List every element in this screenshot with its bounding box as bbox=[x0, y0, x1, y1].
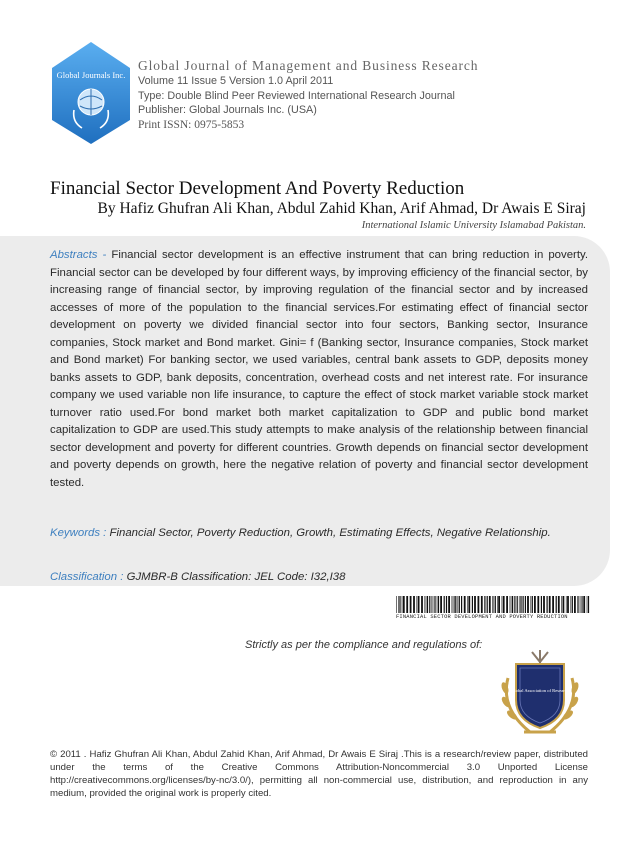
barcode-bar bbox=[459, 596, 460, 613]
classification bbox=[50, 571, 345, 583]
barcode-bar bbox=[577, 596, 578, 613]
barcode-bar bbox=[444, 596, 445, 613]
barcode-bar bbox=[588, 596, 589, 613]
authors: By Hafiz Ghufran Ali Khan, Abdul Zahid Khan, Arif Ahmad, Dr Awais E Siraj bbox=[97, 200, 586, 217]
barcode-bar bbox=[455, 596, 456, 613]
barcode-bar bbox=[492, 596, 493, 613]
barcode-bar bbox=[571, 596, 572, 613]
abstract-text: Financial sector development is an effective instrument that can bring reduction in poverty. Financial sector can be developed by four different ways, by improving efficiency of the financial sector, by increasing range of financial sector, by improving regulation of the financial sector and by increased accesses of more of the population to the financial services.For estimating effect of financial sector development on poverty we divided financial sector into four sectors, Banking sector, Insurance companies, Stock market and Bond market. Gini= f (Banking sector, Insurance companies, Stock market and Bond market) For banking sector, we used variables, central bank assets to GDP, deposits money banks assets to GDP, bank deposits, concentration, overhead costs and net interest rate. For insurance company we used variable non life insurance, to capture the effect of stock market variable stock market turnover ratio used.For bond market both market capitalization to GDP and public bond market capitalization to GDP are used.This study attempts to make analysis of the relationship between financial sector development and poverty for different countries. Growth depends on financial sector development and poverty depends on growth, here the negative relation of poverty and financial sector development tested. bbox=[50, 249, 588, 489]
barcode-bar bbox=[452, 596, 453, 613]
affiliation: International Islamic University Islamabad Pakistan. bbox=[361, 220, 586, 231]
journal-meta bbox=[138, 74, 455, 132]
abstract bbox=[50, 247, 588, 492]
barcode-bar bbox=[543, 596, 545, 613]
global-journals-logo bbox=[50, 40, 132, 146]
publisher: Publisher: Global Journals Inc. (USA) bbox=[138, 104, 317, 116]
barcode-bar bbox=[532, 596, 533, 613]
barcode-bar bbox=[574, 596, 576, 613]
barcode-bar bbox=[547, 596, 548, 613]
barcode-bar bbox=[427, 596, 428, 613]
volume-info: Volume 11 Issue 5 Version 1.0 April 2011 bbox=[138, 75, 334, 87]
barcode-bar bbox=[523, 596, 524, 613]
barcode-bar bbox=[464, 596, 466, 613]
barcode-bar bbox=[525, 596, 526, 613]
barcode-bar bbox=[567, 596, 569, 613]
seal-text: Global Association of Research bbox=[510, 688, 570, 693]
barcode-bar bbox=[399, 596, 400, 613]
barcode-bar bbox=[440, 596, 442, 613]
barcode-bar bbox=[531, 596, 532, 613]
barcode-bar bbox=[453, 596, 454, 613]
barcode-bar bbox=[506, 596, 508, 613]
keywords bbox=[50, 525, 588, 543]
barcode-bar bbox=[433, 596, 434, 613]
barcode-bar bbox=[549, 596, 551, 613]
barcode-text: FINANCIAL SECTOR DEVELOPMENT AND POVERTY REDUCTION bbox=[396, 614, 568, 620]
barcode-bar bbox=[512, 596, 513, 613]
barcode-bar bbox=[494, 596, 495, 613]
barcode-bar bbox=[461, 596, 462, 613]
barcode-bar bbox=[582, 596, 583, 613]
barcode-bar bbox=[519, 596, 520, 613]
issn: Print ISSN: 0975-5853 bbox=[138, 118, 245, 131]
barcode-bar bbox=[417, 596, 418, 613]
classification-label: Classification : bbox=[50, 571, 124, 583]
barcode-bar bbox=[541, 596, 542, 613]
barcode-bar bbox=[566, 596, 567, 613]
barcode-bar bbox=[503, 596, 505, 613]
barcode-bar bbox=[478, 596, 480, 613]
barcode-bar bbox=[396, 596, 397, 613]
barcode-bar bbox=[537, 596, 539, 613]
barcode-bar bbox=[527, 596, 529, 613]
barcode-bar bbox=[438, 596, 439, 613]
barcode-bar bbox=[558, 596, 560, 613]
barcode-bar bbox=[398, 596, 399, 613]
barcode-bar bbox=[561, 596, 562, 613]
barcode-bar bbox=[472, 596, 473, 613]
compliance-text: Strictly as per the compliance and regulations of: bbox=[245, 639, 483, 651]
barcode-bar bbox=[413, 596, 415, 613]
barcode-bar bbox=[484, 596, 485, 613]
barcode-bar bbox=[511, 596, 512, 613]
barcode-bar bbox=[581, 596, 582, 613]
barcode-bar bbox=[520, 596, 521, 613]
association-seal-icon bbox=[490, 648, 590, 740]
barcode-bar bbox=[434, 596, 435, 613]
logo-text: Global Journals Inc. bbox=[56, 70, 126, 80]
barcode-bar bbox=[481, 596, 483, 613]
barcode-bar bbox=[467, 596, 468, 613]
barcode-bar bbox=[563, 596, 565, 613]
journal-title: Global Journal of Management and Business Research bbox=[138, 58, 479, 73]
barcode-bar bbox=[498, 596, 500, 613]
keywords-text: Financial Sector, Poverty Reduction, Growth, Estimating Effects, Negative Relationship. bbox=[109, 527, 551, 539]
barcode-bar bbox=[418, 596, 420, 613]
journal-type: Type: Double Blind Peer Reviewed International Research Journal bbox=[138, 89, 455, 102]
copyright-notice: © 2011 . Hafiz Ghufran Ali Khan, Abdul Zahid Khan, Arif Ahmad, Dr Awais E Siraj .This is a research/review paper, distributed under the terms of the Creative Commons Attribution-Noncommercial 3.0 Unported License http://creativecommons.org/licenses/by-nc/3.0/), permitting all non-commercial use, distribution, and reproduction in any medium, provided the original work is properly cited. bbox=[50, 749, 588, 799]
barcode-bar bbox=[432, 596, 433, 613]
barcode-bar bbox=[580, 596, 581, 613]
barcode-bar bbox=[489, 596, 491, 613]
paper-title: Financial Sector Development And Poverty Reduction bbox=[50, 178, 465, 199]
barcode-bar bbox=[487, 596, 488, 613]
barcode-bar bbox=[521, 596, 522, 613]
abstract-label: Abstracts - bbox=[50, 249, 107, 261]
barcode-bar bbox=[572, 596, 573, 613]
barcode-bar bbox=[552, 596, 554, 613]
barcode-bar bbox=[437, 596, 438, 613]
barcode-bar bbox=[458, 596, 459, 613]
barcode bbox=[396, 596, 590, 613]
barcode-bar bbox=[583, 596, 585, 613]
barcode-bar bbox=[448, 596, 450, 613]
barcode-bar bbox=[410, 596, 412, 613]
barcode-bar bbox=[495, 596, 496, 613]
barcode-bar bbox=[497, 596, 498, 613]
barcode-bar bbox=[502, 596, 503, 613]
classification-text: GJMBR-B Classification: JEL Code: I32,I38 bbox=[126, 571, 346, 583]
barcode-bar bbox=[474, 596, 476, 613]
barcode-bar bbox=[406, 596, 408, 613]
barcode-bar bbox=[421, 596, 423, 613]
barcode-bar bbox=[454, 596, 455, 613]
barcode-bar bbox=[402, 596, 403, 613]
keywords-label: Keywords : bbox=[50, 527, 107, 539]
barcode-bar bbox=[514, 596, 515, 613]
barcode-bar bbox=[587, 596, 588, 613]
barcode-bar bbox=[426, 596, 427, 613]
barcode-bar bbox=[534, 596, 536, 613]
barcode-bar bbox=[556, 596, 557, 613]
barcode-bar bbox=[517, 596, 518, 613]
barcode-bar bbox=[446, 596, 447, 613]
barcode-bar bbox=[510, 596, 511, 613]
barcode-bar bbox=[403, 596, 405, 613]
barcode-bar bbox=[468, 596, 470, 613]
barcode-bar bbox=[425, 596, 426, 613]
barcode-bar bbox=[429, 596, 430, 613]
